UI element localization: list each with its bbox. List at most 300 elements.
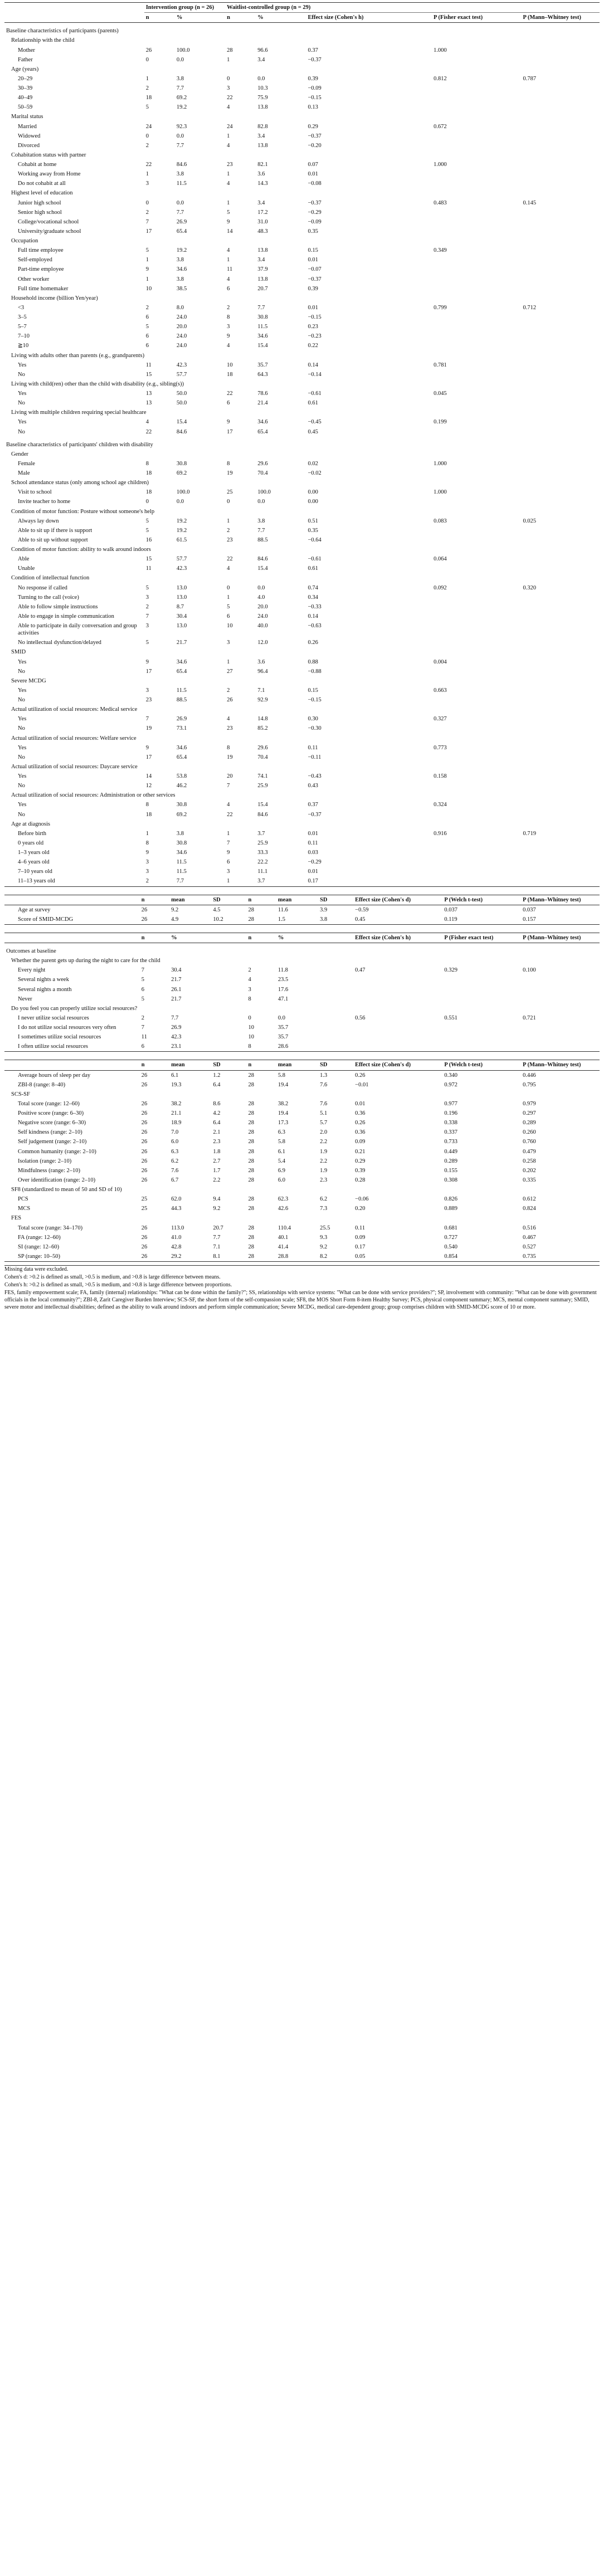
table-cell [432, 638, 521, 647]
row-label: Father [18, 56, 33, 63]
table-row [4, 497, 600, 506]
table-cell: 18.9 [171, 1120, 182, 1126]
variable-heading-row [4, 1213, 600, 1223]
table-cell: 8 [145, 460, 149, 467]
table-row [4, 838, 600, 848]
table-cell: 0.15 [308, 247, 318, 254]
table-cell [432, 810, 521, 819]
variable-heading: Age (years) [11, 66, 39, 72]
table-cell: 1.7 [213, 1167, 221, 1174]
row-label: Female [18, 460, 35, 467]
table-row [4, 1042, 600, 1052]
outcome-continuous-body [4, 1070, 600, 1262]
table-cell: 13.8 [257, 247, 268, 254]
header-cell [4, 895, 140, 905]
table-cell [318, 1042, 353, 1052]
table-cell [522, 800, 600, 809]
table-cell: 8 [227, 460, 230, 467]
table-row [4, 829, 600, 838]
table-cell: 100.0 [176, 489, 190, 496]
table-cell: 0.449 [444, 1148, 457, 1155]
table-cell: 0.56 [355, 1014, 366, 1021]
row-label: 30–39 [18, 85, 33, 91]
table-cell: 5 [227, 603, 230, 610]
table-cell: 0.812 [433, 75, 447, 82]
table-cell: 21.1 [171, 1110, 182, 1116]
table-cell: 38.5 [176, 285, 187, 292]
table-cell: 34.6 [257, 419, 268, 426]
table-cell: 2 [248, 967, 251, 974]
table-cell [442, 1032, 521, 1042]
table-cell: 21.7 [171, 996, 182, 1002]
row-label: 7–10 years old [18, 869, 52, 875]
table-cell: 20 [227, 773, 233, 779]
table-cell: 23 [227, 725, 233, 732]
variable-heading: Actual utilization of social resources: Administration or other services [11, 792, 176, 799]
table-cell: 17.3 [277, 1120, 289, 1126]
row-label: Age at survey [18, 906, 51, 913]
table-cell: 3.9 [320, 906, 328, 913]
table-cell [211, 994, 246, 1004]
table-cell [522, 593, 600, 602]
table-cell: 3 [227, 324, 230, 330]
table-cell: 6 [145, 314, 149, 320]
row-label: Isolation (range: 2–10) [18, 1158, 72, 1164]
table-row [4, 398, 600, 408]
table-cell: 6.1 [171, 1072, 179, 1079]
row-label: Cohabit at home [18, 162, 57, 168]
table-cell: 3.4 [257, 257, 265, 264]
table-cell [522, 255, 600, 265]
table-cell: 6.0 [171, 1139, 179, 1145]
table-cell: 0 [248, 1014, 251, 1021]
table-cell: 11.8 [277, 967, 288, 974]
variable-heading: Age at diagnosis [11, 821, 50, 827]
table-cell: 1 [145, 276, 149, 282]
table-cell: 0.202 [523, 1167, 536, 1174]
table-cell: 18 [145, 470, 152, 476]
row-label: No intellectual dysfunction/delayed [18, 640, 101, 646]
header-cell: P (Fisher exact test) [444, 934, 494, 941]
header-cell: Effect size (Cohen's d) [355, 1062, 411, 1069]
table-cell: 9 [227, 333, 230, 340]
row-label: Yes [18, 773, 27, 779]
table-row [4, 389, 600, 398]
row-label: Invite teacher to home [18, 499, 71, 505]
table-cell: 13.8 [257, 276, 268, 282]
table-cell: 10 [227, 623, 233, 629]
table-cell: 0.308 [444, 1177, 457, 1183]
table-cell: 1 [227, 257, 230, 264]
table-cell [432, 131, 521, 141]
header-cell: mean [277, 1062, 292, 1069]
section-heading-row [4, 23, 600, 36]
header-cell: SD [213, 896, 221, 903]
table-cell: 8.2 [320, 1253, 328, 1260]
row-label: Unable [18, 565, 35, 572]
table-cell [432, 564, 521, 573]
table-row [4, 427, 600, 437]
table-cell: 42.3 [171, 1034, 182, 1041]
table-cell [522, 169, 600, 179]
table-cell: 1.5 [277, 916, 285, 923]
table-cell [442, 1023, 521, 1032]
table-cell [522, 360, 600, 370]
table-row [4, 198, 600, 208]
table-cell [211, 985, 246, 994]
table-cell: 0.551 [444, 1014, 457, 1021]
table-cell: 0.004 [433, 658, 447, 665]
table-cell: 0 [145, 199, 149, 206]
table-cell: 42.6 [277, 1206, 289, 1212]
table-row [4, 246, 600, 255]
table-cell: 0.61 [308, 565, 318, 572]
table-cell [522, 122, 600, 131]
table-row [4, 667, 600, 676]
row-label: Yes [18, 744, 27, 751]
table-cell [353, 1023, 442, 1032]
table-cell: 26 [141, 1072, 148, 1079]
table-cell: 0.083 [433, 518, 447, 524]
table-cell: 1 [227, 199, 230, 206]
table-cell [318, 965, 353, 975]
table-cell: 1 [227, 594, 230, 601]
header-cell: % [171, 934, 177, 941]
row-label: Male [18, 470, 30, 476]
table-cell: 34.6 [176, 266, 187, 273]
header-cell [4, 1060, 140, 1070]
row-label: Yes [18, 362, 27, 368]
table-cell: 26.1 [171, 986, 182, 993]
row-label: Self-employed [18, 257, 52, 264]
table-cell: 1 [227, 171, 230, 178]
variable-heading-row [4, 647, 600, 657]
table-row [4, 1204, 600, 1213]
row-label: No [18, 697, 25, 703]
table-cell: 9.4 [213, 1196, 221, 1203]
table-cell [318, 975, 353, 984]
table-cell: 6 [141, 1043, 144, 1050]
variable-heading: Relationship with the child [11, 37, 75, 44]
table-cell: 0.29 [308, 123, 318, 130]
table-cell: −0.20 [308, 142, 322, 149]
table-cell: 1 [145, 257, 149, 264]
variable-heading: Living with multiple children requiring special healthcare [11, 409, 147, 416]
header-cell: P (Mann–Whitney test) [523, 14, 581, 21]
header-cell: Effect size (Cohen's h) [308, 14, 364, 21]
table-row [4, 638, 600, 647]
table-row [4, 564, 600, 573]
table-row [4, 1175, 600, 1185]
table-cell: 0.01 [308, 171, 318, 178]
table-cell: 30.4 [176, 613, 187, 619]
table-row [4, 46, 600, 55]
table-cell: 84.6 [176, 428, 187, 435]
table-cell: 50.0 [176, 400, 187, 407]
table-cell: 48.3 [257, 228, 268, 235]
table-cell: −0.64 [308, 536, 322, 543]
table-cell: −0.07 [308, 266, 322, 273]
table-cell [522, 246, 600, 255]
table-cell [521, 1042, 600, 1052]
variable-heading: Actual utilization of social resources: Medical service [11, 706, 138, 713]
table-row [4, 695, 600, 705]
table-cell: −0.15 [308, 697, 322, 703]
table-cell: 0.09 [355, 1234, 366, 1241]
table-cell: 5 [141, 977, 144, 983]
table-cell: −0.11 [308, 754, 322, 760]
table-cell: 73.1 [176, 725, 187, 732]
variable-heading: Whether the parent gets up during the night to care for the child [11, 958, 160, 964]
table-cell [353, 994, 442, 1004]
table-cell: 0.916 [433, 830, 447, 837]
table-cell: 15 [145, 556, 152, 563]
table-cell: 0.23 [308, 324, 318, 330]
table-row [4, 331, 600, 341]
table-cell [432, 313, 521, 322]
variable-heading: SCS-SF [11, 1091, 30, 1097]
table-cell: 46.2 [176, 783, 187, 789]
row-label: SI (range: 12–60) [18, 1243, 60, 1250]
table-cell: 42.8 [171, 1243, 182, 1250]
table-cell: 11 [145, 362, 152, 368]
table-cell [522, 284, 600, 294]
table-cell: 26 [141, 1081, 148, 1088]
table-cell: 0.712 [523, 304, 537, 311]
table-cell: 0.145 [523, 199, 537, 206]
table-cell: 57.7 [176, 371, 187, 378]
row-label: Senior high school [18, 209, 62, 216]
table-cell: 0.540 [444, 1243, 457, 1250]
table-row [4, 160, 600, 169]
table-cell [442, 994, 521, 1004]
table-cell: 2.2 [213, 1177, 221, 1183]
table-cell: 69.2 [176, 95, 187, 101]
row-label: Turning to the call (voice) [18, 594, 79, 601]
table-cell: 41.0 [171, 1234, 182, 1241]
table-cell [432, 84, 521, 93]
table-cell: 6.2 [171, 1158, 179, 1164]
variable-heading: FES [11, 1215, 22, 1222]
table-cell: 0.88 [308, 658, 318, 665]
table-cell [522, 781, 600, 791]
row-label: 50–59 [18, 104, 33, 111]
table-cell [432, 838, 521, 848]
table-cell: −0.14 [308, 371, 322, 378]
section-heading: Baseline characteristics of participants' children with disability [6, 441, 153, 448]
table-cell: 3.4 [257, 133, 265, 139]
table-cell: 11.5 [176, 859, 187, 866]
table-cell: −0.29 [308, 859, 322, 866]
header-cell: P (Mann–Whitney test) [523, 934, 581, 941]
table-cell [318, 994, 353, 1004]
table-cell: 0.14 [308, 362, 318, 368]
table-cell: 2.1 [213, 1129, 221, 1136]
row-label: Divorced [18, 142, 40, 149]
results-table-page [4, 0, 600, 1317]
table-cell: 8.0 [176, 304, 184, 311]
table-cell: 26 [141, 1110, 148, 1116]
table-cell: −0.23 [308, 333, 322, 340]
table-cell: 5 [141, 996, 144, 1002]
table-cell: 82.8 [257, 123, 268, 130]
table-cell: 5 [145, 518, 149, 524]
table-cell: 21.4 [257, 400, 268, 407]
table-cell: 3 [145, 180, 149, 187]
table-cell: 22 [145, 162, 152, 168]
table-cell: 0.34 [308, 594, 318, 601]
row-label: 0 years old [18, 840, 44, 846]
table-cell: 6.3 [277, 1129, 285, 1136]
table-cell: 19 [227, 470, 233, 476]
header-cell: P (Welch t-test) [444, 1062, 483, 1069]
table-cell [432, 265, 521, 274]
column-header-row [4, 895, 600, 905]
table-row [4, 487, 600, 497]
header-cell: n [141, 934, 145, 941]
row-label: ZBI-8 (range: 8–40) [18, 1081, 66, 1088]
table-cell: 82.1 [257, 162, 268, 168]
header-cell: % [176, 14, 183, 21]
table-cell: 1 [145, 75, 149, 82]
table-cell: 28 [248, 1234, 254, 1241]
table-cell: 34.6 [176, 744, 187, 751]
table-cell: 9.2 [213, 1206, 221, 1212]
table-row [4, 1252, 600, 1262]
table-cell: 28 [248, 1129, 254, 1136]
table-cell [432, 469, 521, 478]
table-cell: 19.4 [277, 1081, 289, 1088]
row-label: 4–6 years old [18, 859, 50, 866]
table-cell: 3 [145, 859, 149, 866]
row-label: Never [18, 996, 32, 1002]
table-cell: 4 [227, 565, 230, 572]
table-cell: 65.4 [176, 754, 187, 760]
table-cell: 96.4 [257, 668, 268, 675]
table-cell [522, 84, 600, 93]
table-cell: 35.7 [257, 362, 268, 368]
table-cell: 26 [141, 1158, 148, 1164]
table-cell: 70.4 [257, 754, 268, 760]
table-cell: 2 [227, 527, 230, 534]
table-cell: 12.0 [257, 640, 268, 646]
table-cell: 0.26 [355, 1120, 366, 1126]
table-cell: 10 [145, 285, 152, 292]
table-cell [522, 227, 600, 236]
table-cell: 13.0 [176, 594, 187, 601]
table-cell: 0.037 [523, 906, 536, 913]
row-label: No [18, 371, 25, 378]
table-cell: 9 [145, 744, 149, 751]
row-label: Do not cohabit at all [18, 180, 66, 187]
table-cell: 8 [227, 744, 230, 751]
table-cell [211, 1032, 246, 1042]
table-cell: 0 [227, 584, 230, 591]
table-cell: 0.327 [433, 716, 447, 723]
table-cell [353, 985, 442, 994]
table-cell: 5.7 [320, 1120, 328, 1126]
row-label: Several nights a month [18, 986, 72, 993]
table-cell: 0.335 [523, 1177, 536, 1183]
table-cell: 3 [145, 623, 149, 629]
table-cell: 28 [248, 1148, 254, 1155]
table-cell: 3 [227, 85, 230, 91]
table-row [4, 535, 600, 545]
table-cell: 0.17 [308, 878, 318, 885]
table-cell: 0.196 [444, 1110, 457, 1116]
table-cell: 7.7 [176, 878, 184, 885]
table-cell [432, 427, 521, 437]
continuous-table-body [4, 905, 600, 924]
table-cell: 3.8 [176, 257, 184, 264]
table-cell: 0.01 [308, 257, 318, 264]
table-cell: 0.787 [523, 75, 537, 82]
variable-heading: SF8 (standardized to mean of 50 and SD of 10) [11, 1187, 122, 1193]
table-cell: 0 [145, 499, 149, 505]
table-cell [522, 275, 600, 284]
table-cell: 0.00 [308, 499, 318, 505]
table-row [4, 275, 600, 284]
group-header-row [4, 3, 600, 13]
table-cell: 6.4 [213, 1081, 221, 1088]
table-cell: 1 [227, 518, 230, 524]
table-row [4, 621, 600, 638]
table-cell [211, 965, 246, 975]
table-cell: 110.4 [277, 1224, 291, 1231]
table-cell: 20.7 [213, 1224, 223, 1231]
table-cell: −0.06 [355, 1196, 369, 1203]
table-cell: 0.199 [433, 419, 447, 426]
table-cell: 26 [141, 1243, 148, 1250]
table-cell: 15.4 [257, 565, 268, 572]
table-cell: 6 [227, 285, 230, 292]
table-row [4, 1013, 600, 1023]
table-cell: 75.9 [257, 95, 268, 101]
variable-heading: Household income (billion Yen/year) [11, 295, 98, 301]
table-cell: 14.3 [257, 180, 268, 187]
table-cell: 7.6 [320, 1100, 328, 1107]
table-cell: 42.3 [176, 362, 187, 368]
table-cell: 19.3 [171, 1081, 182, 1088]
table-cell: 84.6 [257, 556, 268, 563]
table-cell: 50.0 [176, 391, 187, 397]
table-cell: 57.7 [176, 556, 187, 563]
row-label: I sometimes utilize social resources [18, 1034, 101, 1041]
row-label: Able to sit up if there is support [18, 527, 92, 534]
table-cell [442, 1042, 521, 1052]
table-cell: 4.9 [171, 916, 179, 923]
variable-heading-row [4, 294, 600, 303]
row-label: Mother [18, 47, 35, 53]
table-cell: 1.000 [433, 460, 447, 467]
table-row [4, 55, 600, 65]
table-cell: 0.155 [444, 1167, 457, 1174]
table-cell [522, 657, 600, 667]
table-cell: 7 [145, 613, 149, 619]
table-cell: 7.0 [171, 1129, 179, 1136]
table-cell: 17.6 [277, 986, 289, 993]
table-cell: 26 [141, 906, 148, 913]
row-label: Full time homemaker [18, 285, 69, 292]
table-row [4, 612, 600, 621]
table-cell: 0.74 [308, 584, 318, 591]
table-cell: 1 [145, 171, 149, 178]
table-cell [522, 714, 600, 724]
table-row [4, 1128, 600, 1137]
row-label: No response if called [18, 584, 67, 591]
table-cell [522, 621, 600, 638]
table-cell: 0.01 [308, 304, 318, 311]
